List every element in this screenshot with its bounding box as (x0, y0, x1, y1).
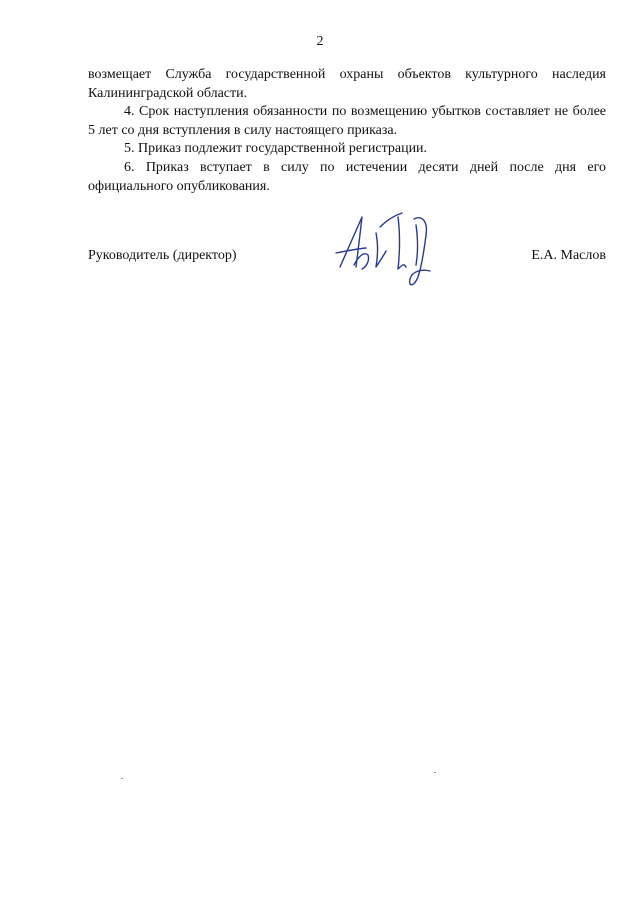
paragraph-continuation: возмещает Служба государственной охраны объектов культурного наследия Калининградской области. (88, 67, 606, 101)
paragraph-item-5: 5. Приказ подлежит государственной регистрации. (124, 141, 428, 157)
signer-title: Руководитель (директор) (88, 248, 237, 263)
paragraph-item-6: 6. Приказ вступает в силу по истечении десяти дней после дня его официального опубликования. (88, 159, 606, 194)
signer-name: Е.А. Маслов (531, 248, 606, 263)
scan-speck (121, 778, 123, 779)
scan-speck (434, 772, 436, 773)
handwritten-signature-icon (332, 205, 442, 293)
document-body (88, 66, 606, 196)
paragraph-item-4: 4. Срок наступления обязанности по возмещению убытков составляет не более 5 лет со дня вступления в силу настоящего приказа. (88, 104, 606, 138)
page-number: 2 (316, 34, 324, 49)
